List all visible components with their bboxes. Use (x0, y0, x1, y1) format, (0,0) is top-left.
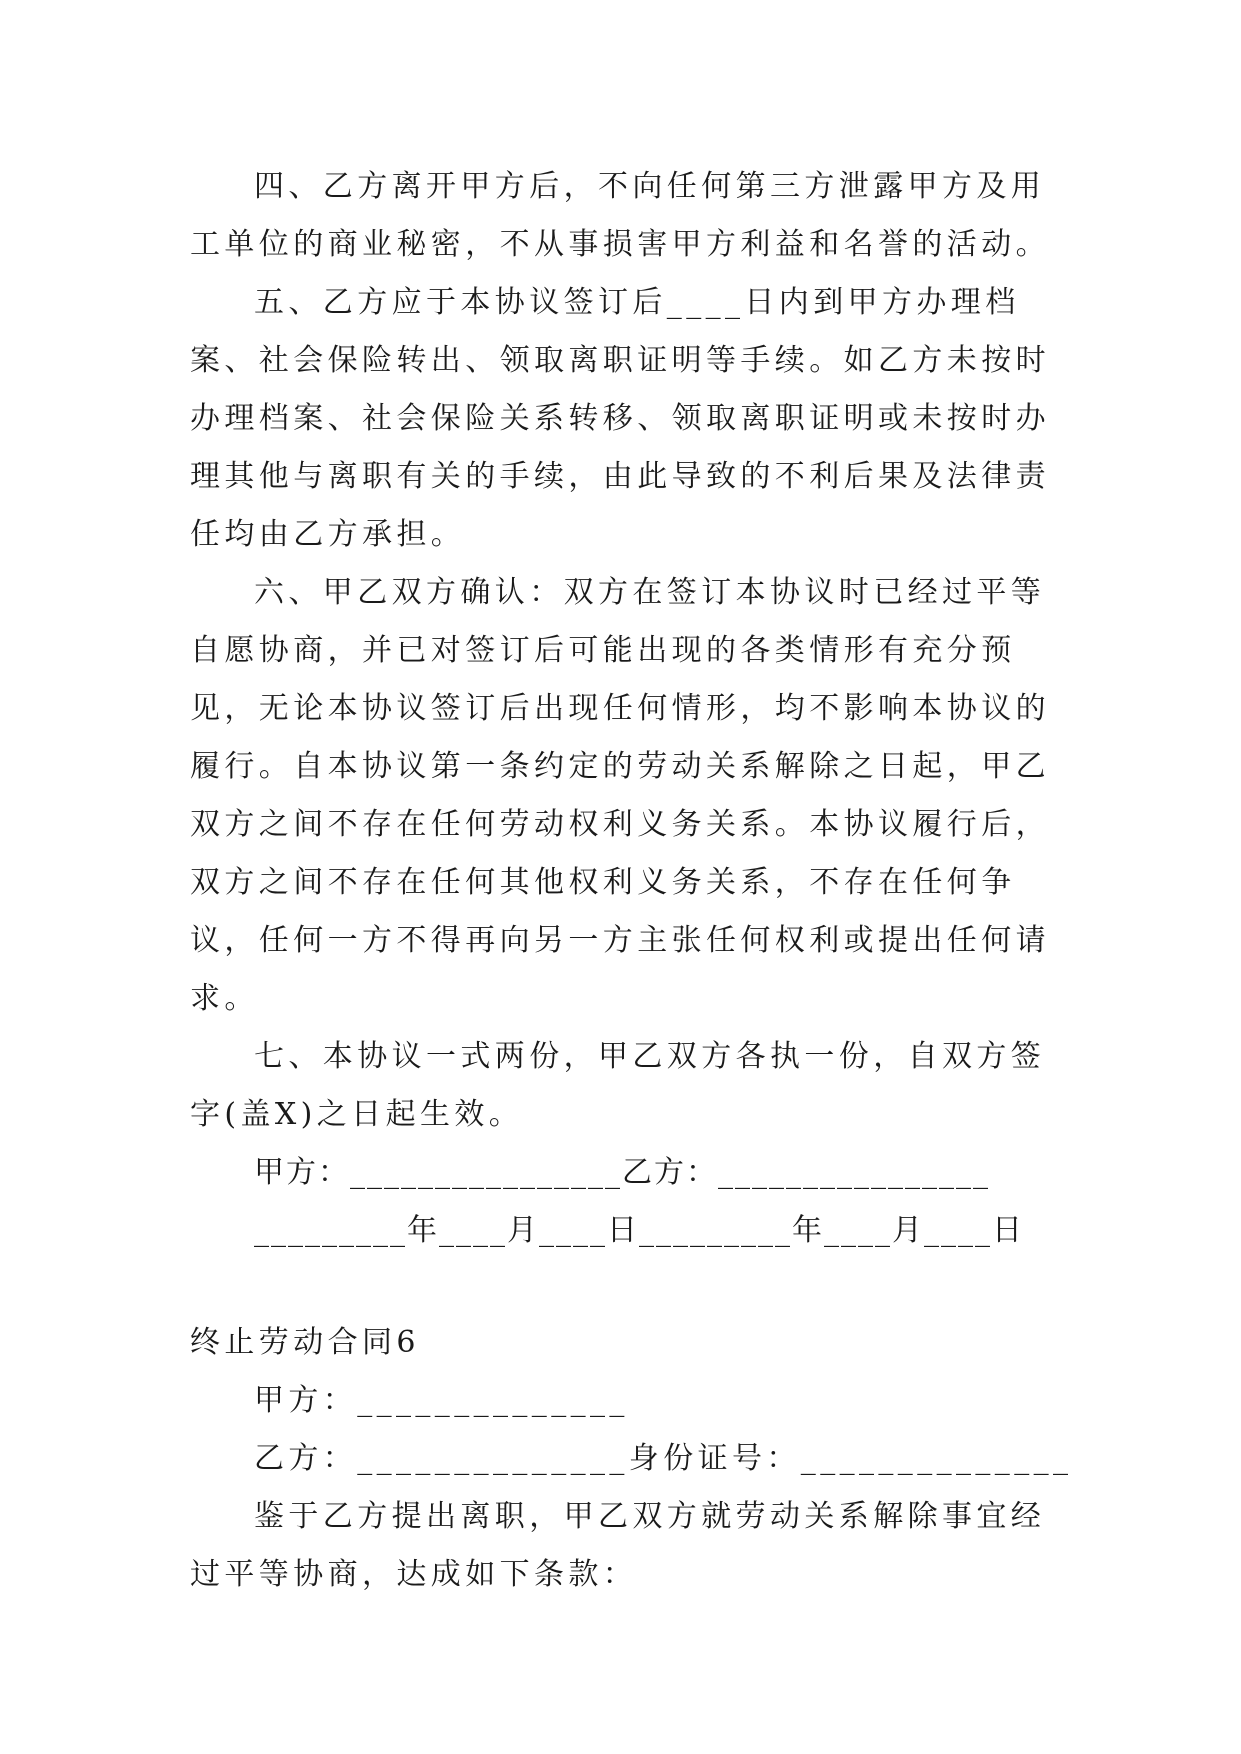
clause-six: 六、甲乙双方确认：双方在签订本协议时已经过平等自愿协商，并已对签订后可能出现的各类情形有充分预见，无论本协议签订后出现任何情形，均不影响本协议的履行。自本协议第一条约定的劳动关系解除之日起，甲乙双方之间不存在任何劳动权利义务关系。本协议履行后，双方之间不存在任何其他权利义务关系，不存在任何争议，任何一方不得再向另一方主张任何权利或提出任何请求。 (190, 575, 1050, 1016)
signature-dates-line: _________年____月____日_________年____月____日 (254, 1213, 1024, 1248)
signature-parties-line: 甲方：________________乙方：________________ (254, 1155, 990, 1190)
section-gap (190, 1260, 1050, 1314)
document-body (190, 158, 1073, 1604)
clause-seven: 七、本协议一式两份，甲乙双方各执一份，自双方签字(盖X)之日起生效。 (190, 1039, 1046, 1132)
clause-four: 四、乙方离开甲方后，不向任何第三方泄露甲方及用工单位的商业秘密，不从事损害甲方利益和名誉的活动。 (190, 169, 1050, 262)
intro-paragraph: 鉴于乙方提出离职，甲乙双方就劳动关系解除事宜经过平等协商，达成如下条款： (190, 1499, 1046, 1592)
clause-five: 五、乙方应于本协议签订后____日内到甲方办理档案、社会保险转出、领取离职证明等手续。如乙方未按时办理档案、社会保险关系转移、领取离职证明或未按时办理其他与离职有关的手续，由此导致的不利后果及法律责任均由乙方承担。 (190, 285, 1050, 552)
party-a-line: 甲方：______________ (254, 1383, 629, 1418)
section-title: 终止劳动合同6 (190, 1325, 420, 1360)
party-b-line: 乙方：______________身份证号：______________ (254, 1441, 1073, 1476)
